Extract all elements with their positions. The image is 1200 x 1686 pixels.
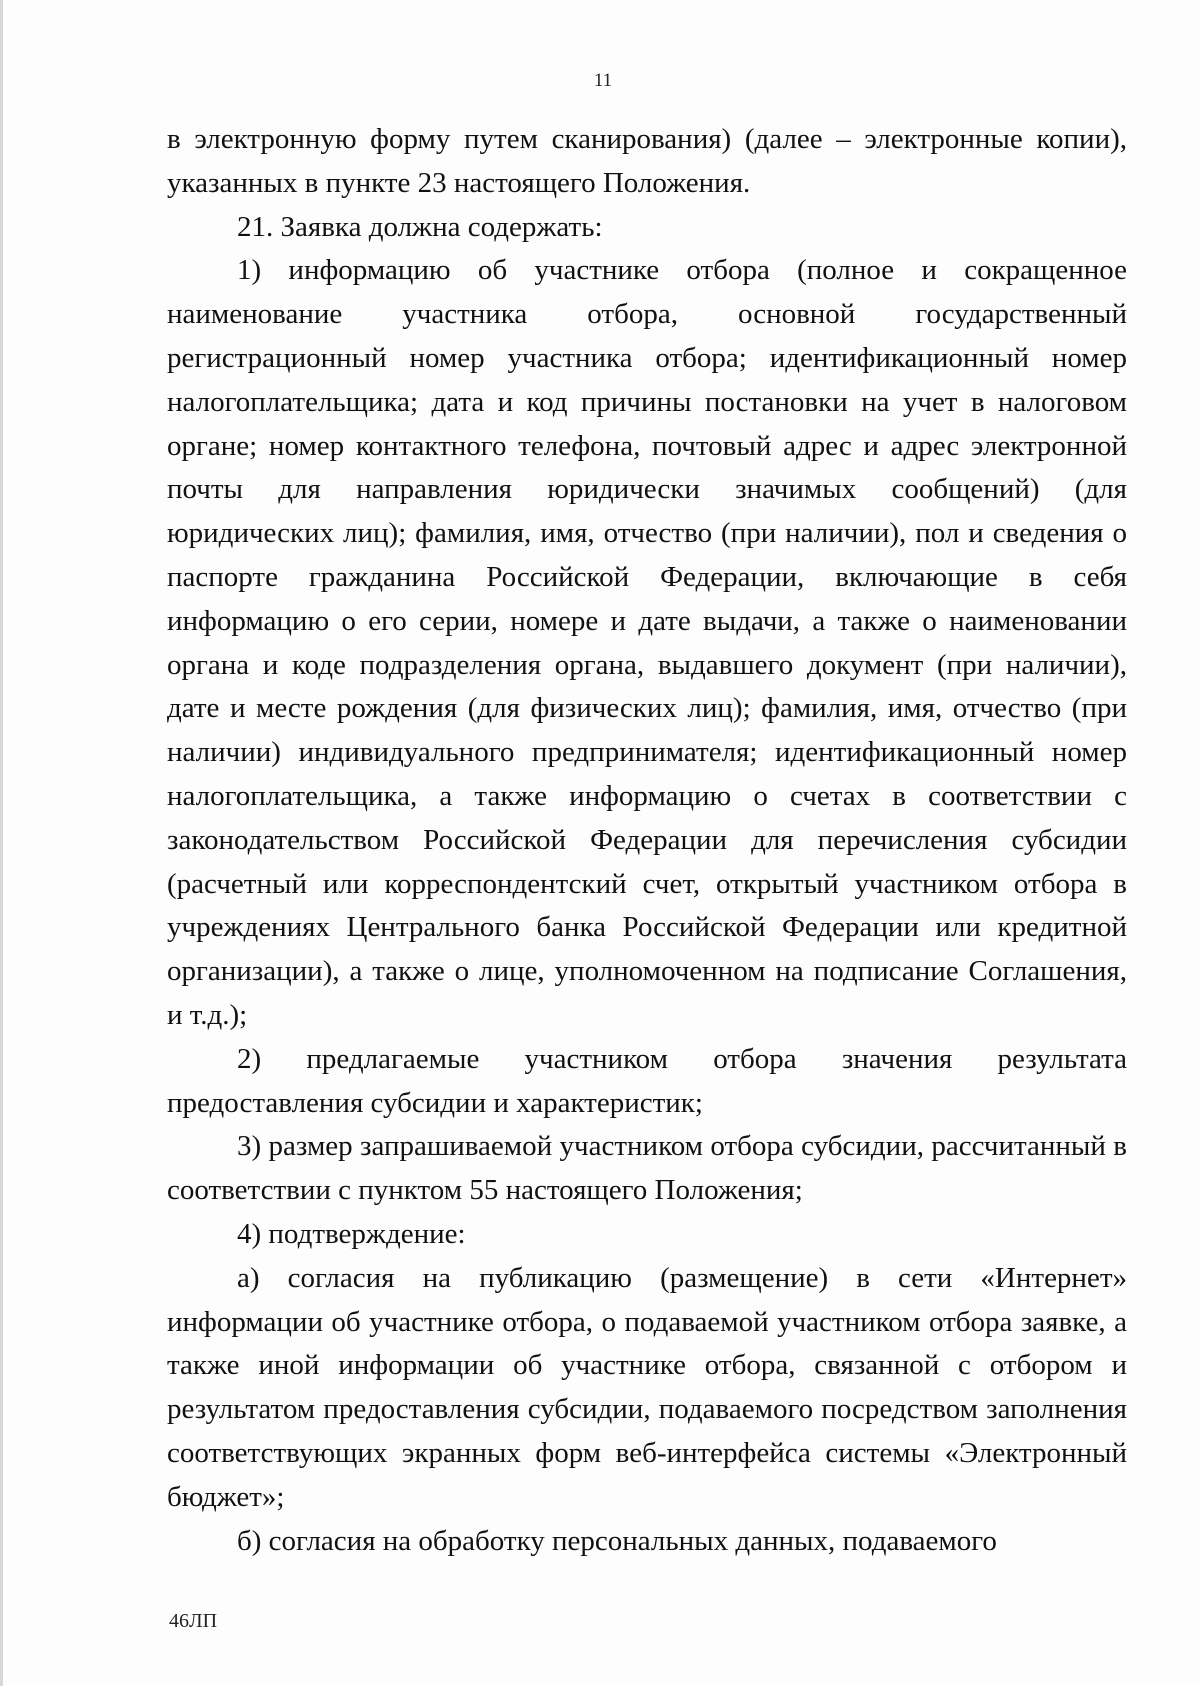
page-number: 11 (593, 70, 613, 91)
paragraph-subitem-b: б) согласия на обработку персональных данных, подаваемого (237, 1524, 997, 1557)
paragraph-subitem-4: 4) подтверждение: (237, 1217, 466, 1250)
paragraph-subitem-a: а) согласия на публикацию (размещение) в сети «Интернет» информации об участнике отбора, о подаваемой участником отбора заявке, а также иной информации об участнике отбора, связанной с отбором и результатом предоставления субсидии, подаваемого посредством заполнения соответствующих экранных форм веб-интерфейса системы «Электронный бюджет»; (167, 1261, 1127, 1513)
paragraph-subitem-1: 1) информацию об участнике отбора (полное и сокращенное наименование участника отбора, основной государственный регистрационный номер участника отбора; идентификационный номер налогоплательщика; дата и код причины постановки на учет в налоговом органе; номер контактного телефона, почтовый адрес и адрес электронной почты для направления юридически значимых сообщений) (для юридических лиц); фамилия, имя, отчество (при наличии), пол и сведения о паспорте гражданина Российской Федерации, включающие в себя информацию о его серии, номере и дате выдачи, а также о наименовании органа и коде подразделения органа, выдавшего документ (при наличии), дате и месте рождения (для физических лиц); фамилия, имя, отчество (при наличии) индивидуального предпринимателя; идентификационный номер налогоплательщика, а также информацию о счетах в соответствии с законодательством Российской Федерации для перечисления субсидии (расчетный или корреспондентский счет, открытый участником отбора в учреждениях Центрального банка Российской Федерации или кредитной организации), а также о лице, уполномоченном на подписание Соглашения, и т.д.); (167, 254, 1127, 1031)
paragraph-subitem-2: 2) предлагаемые участником отбора значения результата предоставления субсидии и характеристик; (167, 1042, 1127, 1119)
paragraph-continuation: в электронную форму путем сканирования) (далее – электронные копии), указанных в пункте 23 настоящего Положения. (167, 123, 1127, 199)
paragraph-subitem-3: 3) размер запрашиваемой участником отбора субсидии, рассчитанный в соответствии с пунктом 55 настоящего Положения; (167, 1130, 1127, 1207)
document-body (167, 118, 1127, 1563)
footer-document-code: 46ЛП (169, 1610, 218, 1632)
paragraph-item-21: 21. Заявка должна содержать: (237, 210, 603, 243)
